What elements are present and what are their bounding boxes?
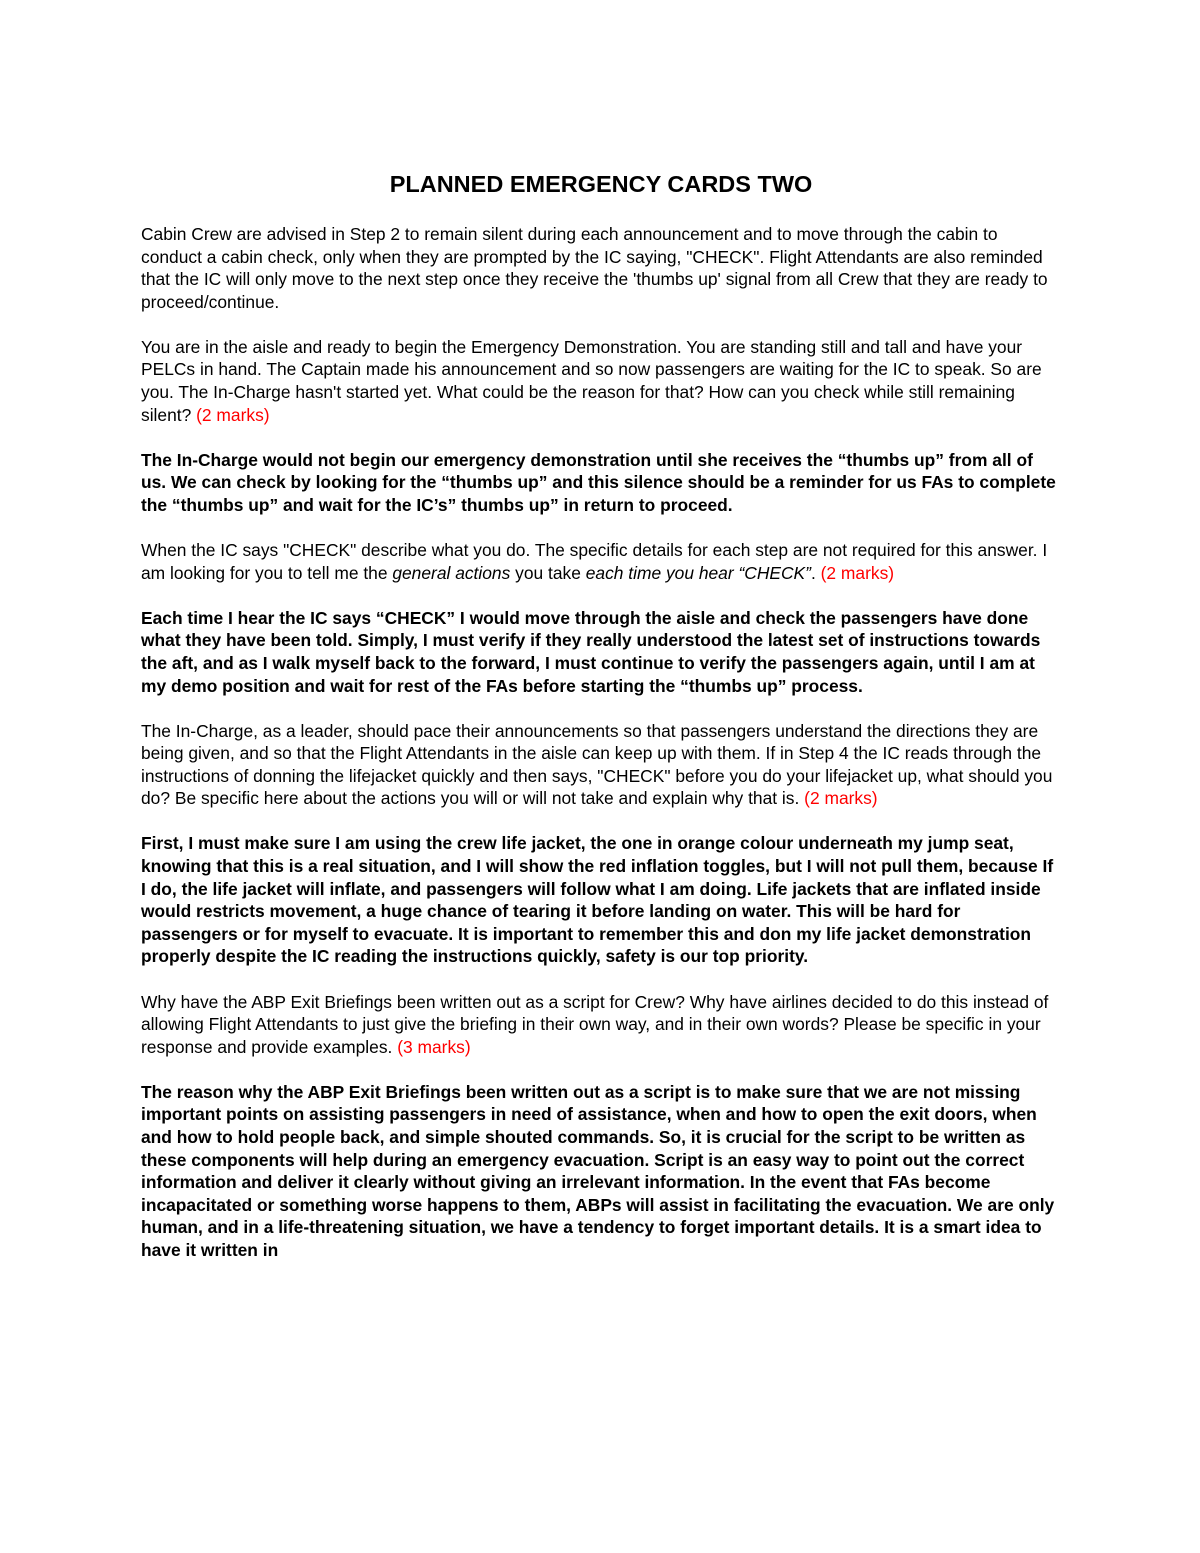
answer-4: The reason why the ABP Exit Briefings been written out as a script is to make sure that we are not missing important points on assisting passengers in need of assistance, when and how to open the exit doors, when and how to hold people back, and simple shouted commands. So, it is crucial for the script to be written as these components will help during an emergency evacuation. Script is an easy way to point out the correct information and deliver it clearly without giving an irrelevant information. In the event that FAs become incapacitated or something worse happens to them, ABPs will assist in facilitating the evacuation. We are only human, and in a life-threatening situation, we have a tendency to forget important details. It is a smart idea to have it written in: [141, 1081, 1055, 1260]
question-2-emphasis-b: each time you hear “CHECK”: [585, 562, 811, 583]
question-3-marks: (2 marks): [804, 788, 878, 809]
answer-2: Each time I hear the IC says “CHECK” I would move through the aisle and check the passengers have done what they have been told. Simply, I must verify if they really understood the latest set of instructions towards the aft, and as I walk myself back to the forward, I must continue to verify the passengers again, until I am at my demo position and wait for rest of the FAs before starting the “thumbs up” process.: [141, 607, 1041, 696]
question-2-text-a: When the IC says "CHECK" describe what you do. The specific details for each step are not required for this answer. I am looking for you to tell me the: [141, 540, 1048, 583]
question-1-marks: (2 marks): [196, 404, 270, 425]
question-1: [141, 336, 1061, 426]
question-4-text: Why have the ABP Exit Briefings been written out as a script for Crew? Why have airlines decided to do this instead of allowing Flight Attendants to just give the briefing in their own way, and in their own words? Please be specific in your response and provide examples.: [141, 991, 1049, 1057]
answer-1: The In-Charge would not begin our emergency demonstration until she receives the “thumbs up” from all of us. We can check by looking for the “thumbs up” and this silence should be a reminder for us FAs to complete the “thumbs up” and wait for the IC’s” thumbs up” in return to proceed.: [141, 449, 1056, 515]
question-4: [141, 991, 1061, 1059]
question-4-marks: (3 marks): [397, 1036, 471, 1057]
question-2-emphasis-a: general actions: [392, 562, 511, 583]
document-page: [141, 170, 1061, 1284]
question-2: [141, 539, 1061, 584]
question-3: [141, 720, 1061, 810]
page-title: PLANNED EMERGENCY CARDS TWO: [389, 171, 813, 197]
question-2-text-b: you take: [515, 562, 581, 583]
question-2-text-c: .: [810, 562, 816, 583]
intro-paragraph: Cabin Crew are advised in Step 2 to remain silent during each announcement and to move through the cabin to conduct a cabin check, only when they are prompted by the IC saying, "CHECK". Flight Attendants are also reminded that the IC will only move to the next step once they receive the 'thumbs up' signal from all Crew that they are ready to proceed/continue.: [141, 224, 1048, 312]
question-3-text: The In-Charge, as a leader, should pace their announcements so that passengers understand the directions they are being given, and so that the Flight Attendants in the aisle can keep up with them. If in Step 4 the IC reads through the instructions of donning the lifejacket quickly and then says, "CHECK" before you do your lifejacket up, what should you do? Be specific here about the actions you will or will not take and explain why that is.: [141, 720, 1053, 809]
question-1-text: You are in the aisle and ready to begin the Emergency Demonstration. You are standing still and tall and have your PELCs in hand. The Captain made his announcement and so now passengers are waiting for the IC to speak. So are you. The In-Charge hasn't started yet. What could be the reason for that? How can you check while still remaining silent?: [141, 336, 1042, 425]
answer-3: First, I must make sure I am using the crew life jacket, the one in orange colour underneath my jump seat, knowing that this is a real situation, and I will show the red inflation toggles, but I will not pull them, because If I do, the life jacket will inflate, and passengers will follow what I am doing. Life jackets that are inflated inside would restricts movement, a huge chance of tearing it before landing on water. This will be hard for passengers or for myself to evacuate. It is important to remember this and don my life jacket demonstration properly despite the IC reading the instructions quickly, safety is our top priority.: [141, 833, 1054, 967]
question-2-marks: (2 marks): [820, 562, 895, 583]
